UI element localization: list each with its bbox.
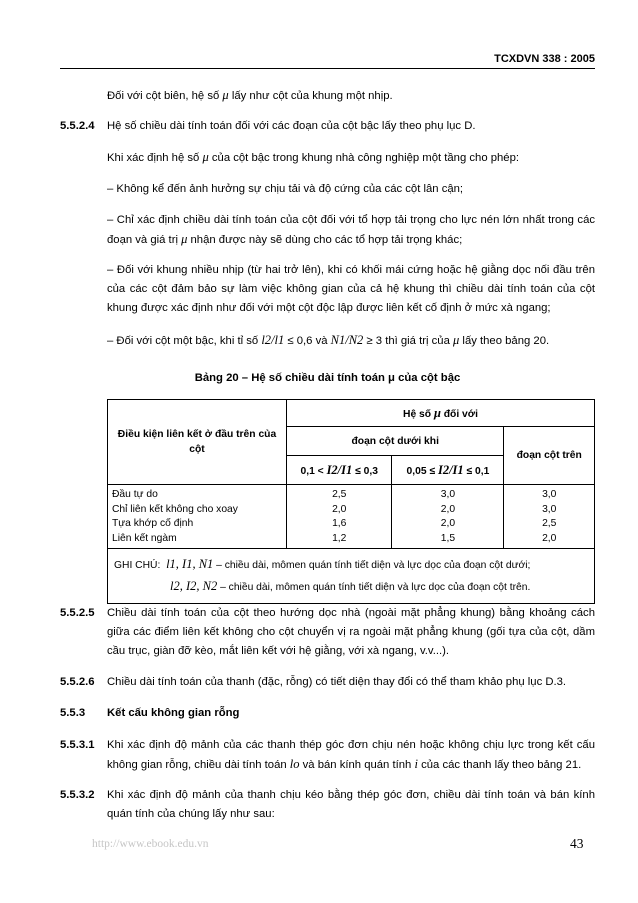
table-row: Chỉ liên kết không cho xoay 2,0 2,0 3,0 xyxy=(108,503,595,518)
table-20-caption: Bảng 20 – Hệ số chiều dài tính toán μ của cột bậc xyxy=(194,372,461,384)
header-mu: Hệ số μ đối với xyxy=(287,400,595,427)
note-line-2: l2, I2, N2 – chiều dài, mômen quán tính tiết diện và lực dọc của đoạn cột trên. xyxy=(170,579,531,593)
table-row: Tựa khớp cố định 1,6 2,0 2,5 xyxy=(108,517,595,532)
table-20 xyxy=(107,399,595,604)
header-ratio-1: 0,1 < I2/I1 ≤ 0,3 xyxy=(287,456,392,485)
intro-paragraph: Đối với cột biên, hệ số μ lấy như cột của khung một nhịp. xyxy=(107,88,393,102)
header-lower-segment: đoạn cột dưới khi xyxy=(287,427,504,456)
page-number: 43 xyxy=(570,836,584,851)
table-note xyxy=(108,549,595,604)
clause-5531-text: Khi xác định độ mảnh của các thanh thép góc đơn chịu nén hoặc không chịu lực trong kết cấu không gian rỗng, chiều dài tính toán lo và bán kính quán tính i của các thanh lấy theo bảng 21. xyxy=(107,739,595,771)
footer-url: http://www.ebook.edu.vn xyxy=(92,838,209,850)
header-upper-segment: đoạn cột trên xyxy=(504,427,595,485)
clause-5525-text: Chiều dài tính toán của cột theo hướng dọc nhà (ngoài mặt phẳng khung) bằng khoảng cách giữa các điểm liên kết không cho cột chuyển vị ra ngoài mặt phẳng khung (gối tựa của cột, dầm cầu trục, giàn đỡ kèo, mắt liên kết với hệ giằng, với xà ngang, v.v...). xyxy=(107,607,595,657)
clause-number-5526: 5.5.2.6 xyxy=(60,676,95,688)
table-row: Liên kết ngàm 1,2 1,5 2,0 xyxy=(108,532,595,549)
section-553-title: Kết cấu không gian rỗng xyxy=(107,707,240,719)
clause-number-5525: 5.5.2.5 xyxy=(60,607,95,619)
header-ratio-2: 0,05 ≤ I2/I1 ≤ 0,1 xyxy=(392,456,504,485)
clause-5524-text: Hệ số chiều dài tính toán đối với các đoạn của cột bậc lấy theo phụ lục D. xyxy=(107,120,476,132)
bullet-4: – Đối với cột một bậc, khi tỉ số l2/l1 ≤ 0,6 và N1/N2 ≥ 3 thì giá trị của μ lấy theo bảng 20. xyxy=(107,333,550,347)
section-number-553: 5.5.3 xyxy=(60,707,86,719)
clause-number-5524: 5.5.2.4 xyxy=(60,120,95,132)
note-line-1: GHI CHÚ: l1, I1, N1 – chiều dài, mômen quán tính tiết diện và lực dọc của đoạn cột dưới; xyxy=(114,557,531,571)
header-condition: Điều kiện liên kết ở đầu trên của cột xyxy=(108,400,287,485)
standard-header: TCXDVN 338 : 2005 xyxy=(60,53,595,69)
clause-5532-text: Khi xác định độ mảnh của thanh chịu kéo bằng thép góc đơn, chiều dài tính toán và bán kính quán tính của chúng lấy như sau: xyxy=(107,789,595,820)
table-row: Đầu tự do 2,5 3,0 3,0 xyxy=(108,485,595,503)
bullet-3: – Đối với khung nhiều nhịp (từ hai trở lên), khi có khối mái cứng hoặc hệ giằng dọc nối đầu trên của các cột đảm bảo sự làm việc không gian của cả hệ khung thì chiều dài tính toán của cột khung được xác định như đối với một cột độc lập được liên kết cố định ở mức xà ngang; xyxy=(107,264,595,314)
clause-5524-permission: Khi xác định hệ số μ của cột bậc trong khung nhà công nghiệp một tầng cho phép: xyxy=(107,150,520,164)
clause-5526-text: Chiều dài tính toán của thanh (đặc, rỗng) có tiết diện thay đổi có thể tham khảo phụ lục D.3. xyxy=(107,676,567,688)
clause-number-5531: 5.5.3.1 xyxy=(60,739,95,751)
bullet-2: – Chỉ xác định chiều dài tính toán của cột đối với tổ hợp tải trọng cho lực nén lớn nhất trong các đoạn và giá trị μ nhận được này sẽ dùng cho các tổ hợp tải trọng khác; xyxy=(107,214,595,246)
bullet-1: – Không kể đến ảnh hưởng sự chịu tải và độ cứng của các cột lân cận; xyxy=(107,183,464,195)
clause-number-5532: 5.5.3.2 xyxy=(60,789,95,801)
